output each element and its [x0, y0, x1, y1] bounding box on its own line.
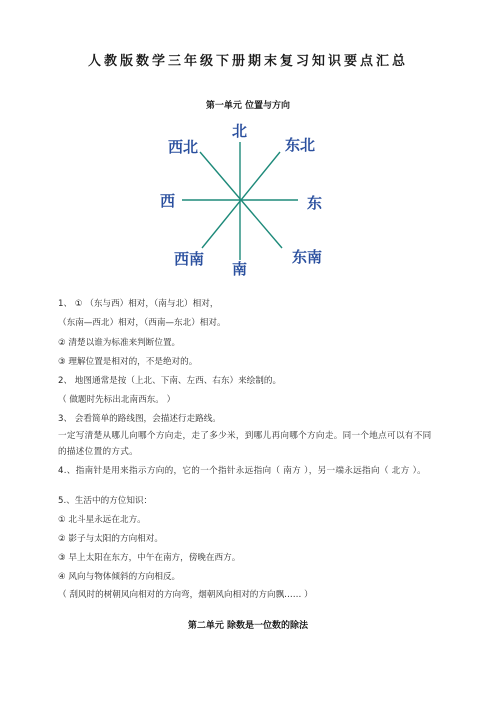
north-label: 北	[232, 122, 248, 140]
text-paragraph: 4.、指南针是用来指示方向的，它的一个指针永远指向（ 南方 ），另一端永远指向（ 北方 ）。	[58, 466, 427, 476]
southeast-label: 东南	[292, 248, 323, 266]
east-label: 东	[307, 194, 323, 212]
unit2-heading: 第二单元 除数是一位数的除法	[187, 621, 309, 631]
text-line: ④ 风向与物体倾斜的方向相反。	[58, 572, 181, 582]
text-line: （ 刮风时的树朝风向相对的方向弯，烟朝风向相对的方向飘…… ）	[58, 590, 313, 600]
west-label: 西	[160, 192, 176, 210]
text-line: 5.、生活中的方位知识：	[58, 496, 153, 506]
northeast-label: 东北	[285, 136, 316, 154]
page-title: 人教版数学三年级下册期末复习知识要点汇总	[87, 54, 408, 69]
text-line: 2、 地图通常是按（上北、下南、左西、右东）来绘制的。	[58, 376, 282, 386]
text-line: 3、 会看简单的路线图，会描述行走路线。	[58, 414, 221, 424]
text-line: ② 影子与太阳的方向相对。	[58, 534, 163, 544]
south-label: 南	[232, 260, 248, 278]
text-line: ③ 理解位置是相对的，不是绝对的。	[58, 357, 198, 367]
text-paragraph: 一定写清楚从哪儿向哪个方向走，走了多少米，到哪儿再向哪个方向走。同一个地点可以有不同的描述位置的方式。	[58, 431, 432, 457]
text-line: ① 北斗星永远在北方。	[58, 515, 146, 525]
text-line: 1、 ① （东与西）相对，（南与北）相对，	[58, 299, 219, 309]
text-line: ③ 早上太阳在东方，中午在南方，傍晚在西方。	[58, 553, 241, 563]
text-line: （东南—西北）相对，（西南—东北）相对。	[58, 318, 226, 328]
text-line: ② 清楚以谁为标准来判断位置。	[58, 338, 181, 348]
text-line: （ 做题时先标出北南西东。 ）	[58, 395, 176, 405]
unit1-heading: 第一单元 位置与方向	[205, 101, 291, 111]
compass-diagram	[152, 118, 342, 280]
northwest-label: 西北	[168, 138, 199, 156]
southwest-label: 西南	[174, 250, 205, 268]
